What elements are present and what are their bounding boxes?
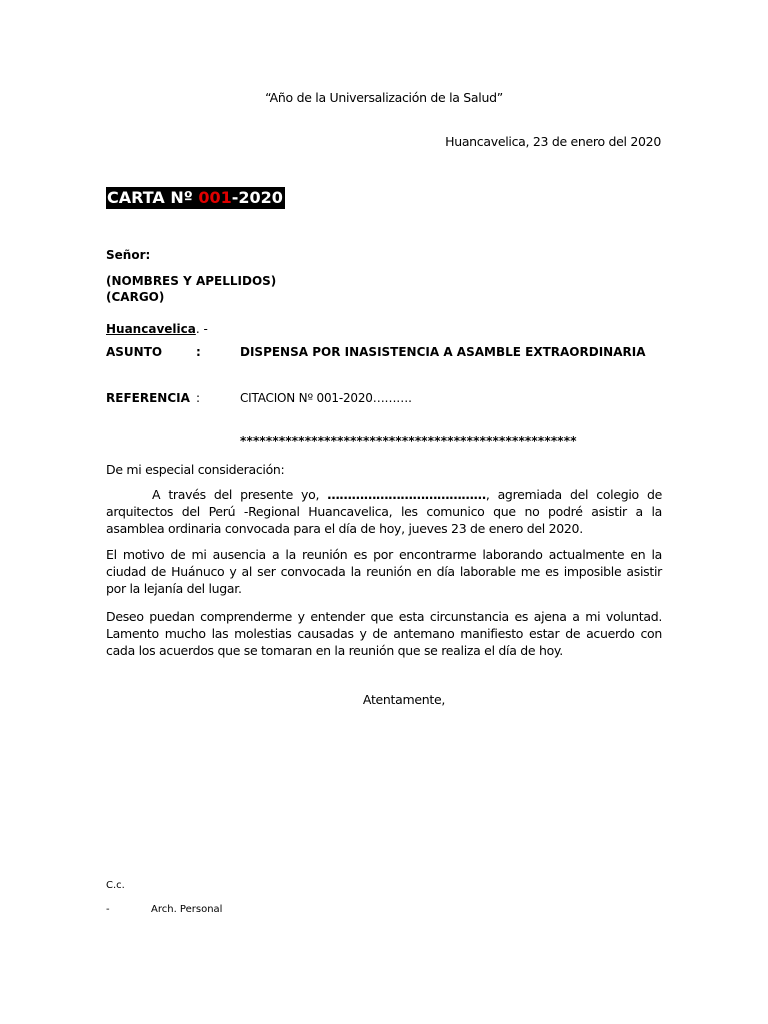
reference-label: REFERENCIA	[106, 391, 190, 405]
cc-label: C.c.	[106, 880, 125, 891]
body-paragraph-1	[106, 486, 662, 537]
recipient-city-line	[106, 322, 208, 336]
subject-colon: :	[196, 345, 201, 359]
letter-title-suffix: -2020	[231, 188, 283, 207]
letter-title	[106, 187, 285, 209]
year-motto: “Año de la Universalización de la Salud”	[265, 90, 503, 105]
recipient-position: (CARGO)	[106, 290, 165, 304]
cc-dash: -	[106, 904, 110, 915]
reference-text: CITACION Nº 001-2020……….	[240, 391, 412, 405]
subject-text: DISPENSA POR INASISTENCIA A ASAMBLE EXTRAORDINARIA	[240, 345, 646, 359]
body-paragraph-2: El motivo de mi ausencia a la reunión es por encontrarme laborando actualmente en la ciudad de Huánuco y al ser convocada la reunión en día laborable me es imposible asistir por la lejanía del lugar.	[106, 547, 662, 596]
letter-title-prefix: CARTA Nº	[107, 188, 199, 207]
paragraph1-after: , agremiada del colegio de arquitectos del Perú -Regional Huancavelica, les comunico que no podré asistir a la asamblea ordinaria convocada para el día de hoy, jueves 23 de enero del 2020.	[106, 487, 662, 536]
reference-colon: :	[196, 391, 201, 405]
subject-label: ASUNTO	[106, 345, 163, 359]
name-blank: …………………………………	[327, 487, 486, 502]
separator-line: ****************************************************	[240, 434, 577, 448]
recipient-names: (NOMBRES Y APELLIDOS)	[106, 274, 277, 288]
recipient-city: Huancavelica	[106, 322, 196, 336]
letter-number: 001	[198, 188, 232, 207]
place-date: Huancavelica, 23 de enero del 2020	[445, 134, 661, 149]
body-paragraph-3: Deseo puedan comprenderme y entender que esta circunstancia es ajena a mi voluntad. Lamento mucho las molestias causadas y de antemano manifiesto estar de acuerdo con cada los acuerdos que se tomaran en la reunión que se realiza el día de hoy.	[106, 609, 662, 658]
closing: Atentamente,	[362, 692, 446, 707]
recipient-city-suffix: . -	[195, 322, 208, 336]
cc-item: Arch. Personal	[151, 904, 223, 915]
recipient-salutation: Señor:	[106, 248, 151, 262]
greeting: De mi especial consideración:	[106, 462, 285, 477]
paragraph1-before: A través del presente yo,	[152, 487, 328, 502]
